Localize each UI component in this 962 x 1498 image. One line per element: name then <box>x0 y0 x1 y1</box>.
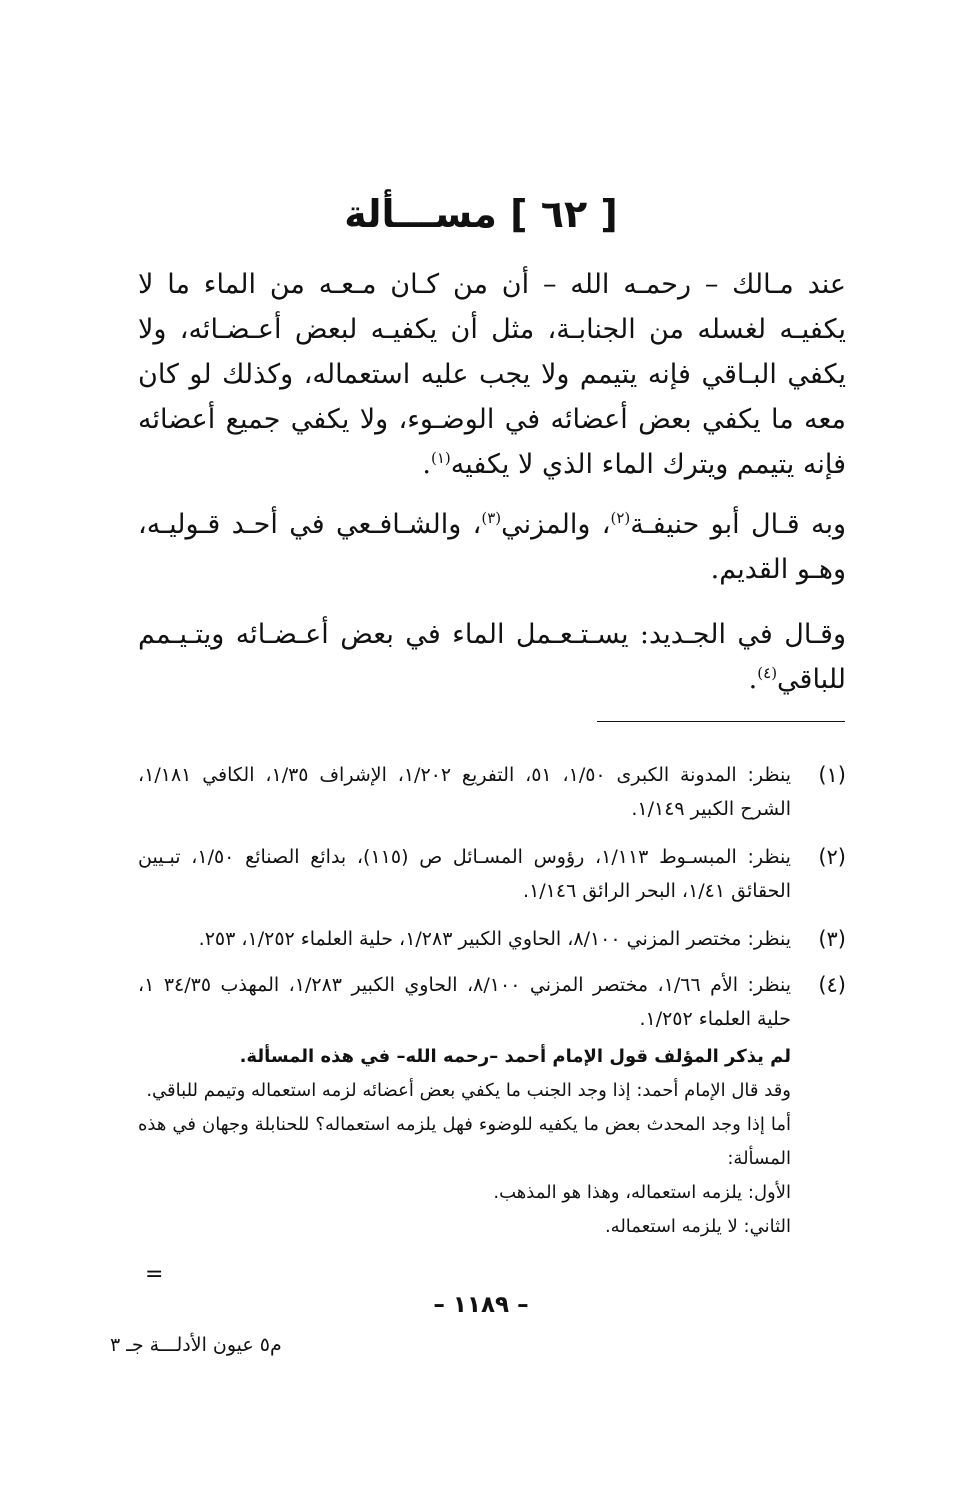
paragraph-3 <box>138 612 846 702</box>
footnote-ref-2[interactable]: (٢) <box>610 509 631 527</box>
paragraph-2-part-c: ، والشـافـعي في أحـد قـوليـه، وهـو القديم. <box>138 509 846 585</box>
footnote-number: (٣) <box>818 927 846 951</box>
footnote-text: ينظر: المدونة الكبرى ١/٥٠، ٥١، التفريع ١/٢٠٢، الإشراف ١/٣٥، الكافي ١/١٨١، الشرح الكبير ١/١٤٩. <box>138 764 791 820</box>
printer-signature: م٥ عيون الأدلـــة جـ ٣ <box>110 1334 282 1356</box>
footnote-ref-1[interactable]: (١) <box>430 449 451 467</box>
footnote-text: ينظر: الأم ١/٦٦، مختصر المزني ٨/١٠٠، الحاوي الكبير ١/٢٨٣، المهذب ٣٤/٣٥ ١، حلية العلماء ١/٢٥٢. <box>138 974 792 1030</box>
paragraph-2-part-b: ، والمزني <box>501 509 611 540</box>
editor-note-2: وقد قال الإمام أحمد: إذا وجد الجنب ما يكفي بعض أعضائه لزمه استعماله وتيمم للباقي. <box>146 1080 791 1101</box>
paragraph-1 <box>138 262 846 487</box>
paragraph-1-text: عند مـالك – رحمـه الله – أن من كـان مـعـه من الماء ما لا يكفيـه لغسله من الجنابـة، مثل أن يكفيـه لبعض أعـضـائه، ولا يكفي البـاقي فإنه يتيمم ولا يجب عليه استعماله، وكذلك لو كان معه ما يكفي بعض أعضائه في الوضـوء، ولا يكفي جميع أعضائه فإنه يتيمم ويترك الماء الذي لا يكفيه <box>138 269 846 480</box>
paragraph-3-end: . <box>748 664 758 695</box>
page-number: – ١١٨٩ – <box>433 1292 529 1318</box>
paragraph-1-end: . <box>422 449 431 480</box>
paragraph-2-part-a: وبه قـال أبو حنيفـة <box>630 509 846 540</box>
footnote-ref-4[interactable]: (٤) <box>757 664 778 682</box>
footnote-number: (٢) <box>818 845 846 869</box>
editor-notes <box>138 1040 791 1244</box>
editor-note-3: أما إذا وجد المحدث بعض ما يكفيه للوضوء فهل يلزمه استعماله؟ للحنابلة وجهان في هذه المسألة: <box>138 1114 791 1169</box>
footnote-text: ينظر: مختصر المزني ٨/١٠٠، الحاوي الكبير ١/٢٨٣، حلية العلماء ١/٢٥٢، ٢٥٣. <box>198 928 791 950</box>
footnote-1 <box>138 758 846 826</box>
editor-note-5: الثاني: لا يلزمه استعماله. <box>604 1216 791 1237</box>
continuation-mark: = <box>145 1262 164 1287</box>
editor-note-4: الأول: يلزمه استعماله، وهذا هو المذهب. <box>493 1182 791 1203</box>
paragraph-2 <box>138 502 846 592</box>
footnote-number: (٤) <box>818 973 846 997</box>
paragraph-3-text: وقـال في الجـديد: يسـتـعـمل الماء في بعض أعـضـائه ويتـيـمم للباقي <box>138 619 846 695</box>
footnote-number: (١) <box>818 763 846 787</box>
footnote-4 <box>138 968 846 1036</box>
footnote-2 <box>138 840 846 908</box>
editor-note-1: لم يذكر المؤلف قول الإمام أحمد –رحمه الله– في هذه المسألة. <box>239 1046 791 1067</box>
footnote-3 <box>138 922 846 956</box>
footnote-separator <box>597 721 845 722</box>
footnote-ref-3[interactable]: (٣) <box>481 509 502 527</box>
footnote-text: ينظر: المبسـوط ١/١١٣، رؤوس المسـائل ص (١١٥)، بدائع الصنائع ١/٥٠، تبـيين الحقائق ١/٤١، البحر الرائق ١/١٤٦. <box>138 846 791 902</box>
section-heading: [ ٦٢ ] مســـألة <box>344 192 618 236</box>
